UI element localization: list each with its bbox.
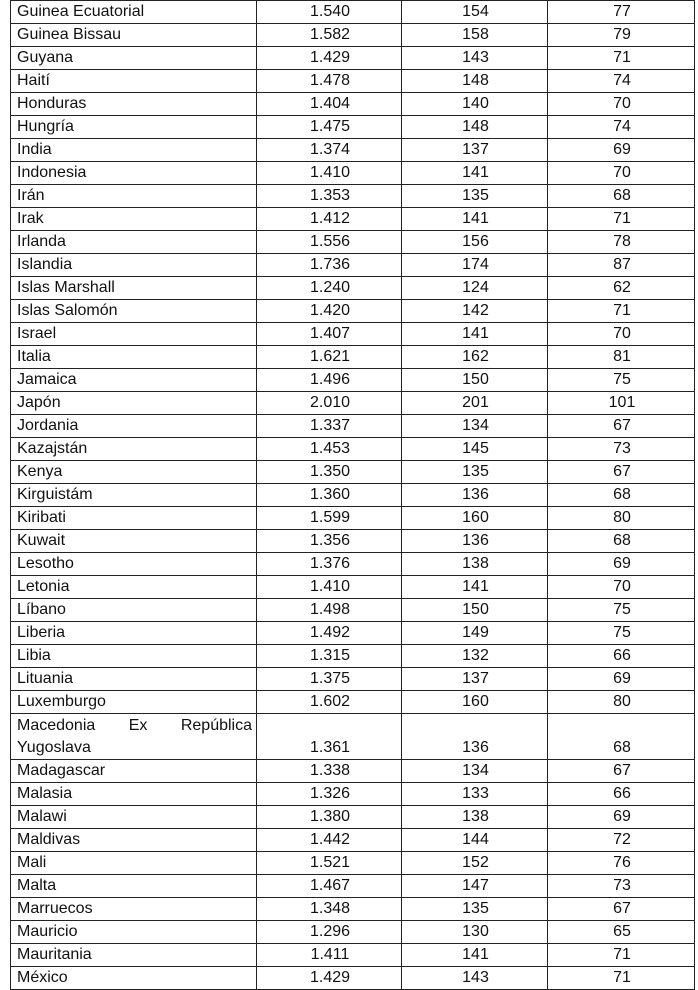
country-cell: Lesotho [11, 553, 257, 576]
value-cell-3: 75 [548, 622, 695, 645]
country-cell: Malasia [11, 783, 257, 806]
value-cell-1: 1.348 [257, 898, 402, 921]
country-cell: Marruecos [11, 898, 257, 921]
country-cell: Kenya [11, 461, 257, 484]
value-cell-1: 1.492 [257, 622, 402, 645]
country-cell: Hungría [11, 116, 257, 139]
table-row [11, 323, 695, 346]
value-cell-3: 75 [548, 369, 695, 392]
value-cell-1: 1.380 [257, 806, 402, 829]
value-cell-1: 1.478 [257, 70, 402, 93]
table-row [11, 622, 695, 645]
value-cell-1: 1.338 [257, 760, 402, 783]
value-cell-1: 1.736 [257, 254, 402, 277]
table-row [11, 530, 695, 553]
value-cell-3: 69 [548, 553, 695, 576]
country-cell: Honduras [11, 93, 257, 116]
value-cell-1: 1.556 [257, 231, 402, 254]
value-cell-1: 1.360 [257, 484, 402, 507]
value-cell-2: 156 [402, 231, 548, 254]
value-cell-2: 135 [402, 898, 548, 921]
country-cell: Guinea Ecuatorial [11, 1, 257, 24]
value-cell-1: 1.429 [257, 47, 402, 70]
country-cell: Kirguistám [11, 484, 257, 507]
value-cell-1: 1.410 [257, 162, 402, 185]
value-cell-2: 150 [402, 369, 548, 392]
table-row [11, 852, 695, 875]
table-row [11, 415, 695, 438]
country-cell: Mauricio [11, 921, 257, 944]
value-cell-2: 134 [402, 415, 548, 438]
value-cell-2: 136 [402, 714, 548, 760]
table-row [11, 70, 695, 93]
country-cell: Kazajstán [11, 438, 257, 461]
value-cell-3: 67 [548, 461, 695, 484]
value-cell-2: 160 [402, 691, 548, 714]
table-row [11, 898, 695, 921]
value-cell-2: 134 [402, 760, 548, 783]
table-row [11, 369, 695, 392]
value-cell-3: 70 [548, 93, 695, 116]
value-cell-3: 67 [548, 898, 695, 921]
table-row [11, 507, 695, 530]
table-row [11, 1, 695, 24]
value-cell-2: 158 [402, 24, 548, 47]
country-cell: Libia [11, 645, 257, 668]
value-cell-1: 1.376 [257, 553, 402, 576]
table-row [11, 967, 695, 990]
value-cell-1: 1.361 [257, 714, 402, 760]
table-row [11, 185, 695, 208]
value-cell-1: 1.521 [257, 852, 402, 875]
value-cell-1: 1.475 [257, 116, 402, 139]
value-cell-3: 66 [548, 645, 695, 668]
value-cell-3: 68 [548, 714, 695, 760]
value-cell-3: 79 [548, 24, 695, 47]
table-row [11, 576, 695, 599]
value-cell-2: 142 [402, 300, 548, 323]
value-cell-3: 69 [548, 806, 695, 829]
value-cell-2: 143 [402, 967, 548, 990]
value-cell-1: 1.404 [257, 93, 402, 116]
table-row [11, 116, 695, 139]
country-cell: Lituania [11, 668, 257, 691]
value-cell-3: 69 [548, 139, 695, 162]
value-cell-1: 1.407 [257, 323, 402, 346]
value-cell-3: 74 [548, 116, 695, 139]
value-cell-1: 1.467 [257, 875, 402, 898]
value-cell-3: 68 [548, 530, 695, 553]
value-cell-2: 133 [402, 783, 548, 806]
value-cell-3: 74 [548, 70, 695, 93]
value-cell-1: 1.540 [257, 1, 402, 24]
value-cell-3: 77 [548, 1, 695, 24]
country-cell: Maldivas [11, 829, 257, 852]
value-cell-2: 141 [402, 323, 548, 346]
table-row [11, 300, 695, 323]
value-cell-3: 72 [548, 829, 695, 852]
value-cell-1: 1.326 [257, 783, 402, 806]
value-cell-1: 1.621 [257, 346, 402, 369]
value-cell-2: 160 [402, 507, 548, 530]
value-cell-3: 80 [548, 691, 695, 714]
table-row [11, 24, 695, 47]
table-row [11, 438, 695, 461]
table-row [11, 921, 695, 944]
country-table [10, 0, 695, 990]
value-cell-3: 71 [548, 944, 695, 967]
value-cell-1: 1.498 [257, 599, 402, 622]
table-row [11, 162, 695, 185]
value-cell-3: 66 [548, 783, 695, 806]
value-cell-3: 68 [548, 185, 695, 208]
country-cell: Malta [11, 875, 257, 898]
country-cell: Letonia [11, 576, 257, 599]
value-cell-2: 148 [402, 116, 548, 139]
table-row [11, 208, 695, 231]
value-cell-1: 1.582 [257, 24, 402, 47]
value-cell-1: 1.315 [257, 645, 402, 668]
country-cell: Luxemburgo [11, 691, 257, 714]
value-cell-3: 71 [548, 300, 695, 323]
country-cell: Haití [11, 70, 257, 93]
country-cell: Guyana [11, 47, 257, 70]
value-cell-3: 75 [548, 599, 695, 622]
value-cell-2: 138 [402, 806, 548, 829]
value-cell-3: 70 [548, 162, 695, 185]
value-cell-2: 140 [402, 93, 548, 116]
value-cell-3: 73 [548, 438, 695, 461]
value-cell-1: 1.374 [257, 139, 402, 162]
value-cell-2: 138 [402, 553, 548, 576]
value-cell-1: 1.411 [257, 944, 402, 967]
country-cell: Líbano [11, 599, 257, 622]
country-cell: Indonesia [11, 162, 257, 185]
table-row [11, 392, 695, 415]
table-row [11, 944, 695, 967]
value-cell-2: 149 [402, 622, 548, 645]
value-cell-3: 69 [548, 668, 695, 691]
value-cell-3: 62 [548, 277, 695, 300]
country-cell: Israel [11, 323, 257, 346]
value-cell-3: 70 [548, 323, 695, 346]
table-row [11, 47, 695, 70]
value-cell-2: 135 [402, 461, 548, 484]
value-cell-2: 136 [402, 484, 548, 507]
value-cell-2: 201 [402, 392, 548, 415]
value-cell-2: 141 [402, 162, 548, 185]
country-table-body [11, 1, 695, 990]
country-cell: India [11, 139, 257, 162]
table-row [11, 875, 695, 898]
value-cell-1: 1.496 [257, 369, 402, 392]
value-cell-2: 144 [402, 829, 548, 852]
value-cell-2: 141 [402, 576, 548, 599]
value-cell-2: 136 [402, 530, 548, 553]
value-cell-2: 150 [402, 599, 548, 622]
value-cell-3: 81 [548, 346, 695, 369]
value-cell-3: 67 [548, 415, 695, 438]
value-cell-1: 1.410 [257, 576, 402, 599]
value-cell-2: 132 [402, 645, 548, 668]
value-cell-3: 65 [548, 921, 695, 944]
value-cell-2: 147 [402, 875, 548, 898]
value-cell-3: 87 [548, 254, 695, 277]
table-row [11, 806, 695, 829]
table-row [11, 714, 695, 760]
value-cell-1: 1.356 [257, 530, 402, 553]
value-cell-1: 1.599 [257, 507, 402, 530]
table-row [11, 484, 695, 507]
value-cell-3: 71 [548, 47, 695, 70]
value-cell-1: 1.353 [257, 185, 402, 208]
value-cell-1: 1.375 [257, 668, 402, 691]
value-cell-2: 145 [402, 438, 548, 461]
table-row [11, 829, 695, 852]
table-row [11, 277, 695, 300]
value-cell-3: 78 [548, 231, 695, 254]
value-cell-1: 1.412 [257, 208, 402, 231]
value-cell-2: 143 [402, 47, 548, 70]
country-cell: Islas Marshall [11, 277, 257, 300]
value-cell-3: 73 [548, 875, 695, 898]
value-cell-1: 1.337 [257, 415, 402, 438]
country-cell: Islas Salomón [11, 300, 257, 323]
value-cell-2: 141 [402, 208, 548, 231]
table-row [11, 254, 695, 277]
country-cell: Irlanda [11, 231, 257, 254]
value-cell-1: 1.442 [257, 829, 402, 852]
table-row [11, 668, 695, 691]
value-cell-3: 76 [548, 852, 695, 875]
value-cell-2: 130 [402, 921, 548, 944]
country-cell: Guinea Bissau [11, 24, 257, 47]
country-cell [11, 714, 257, 760]
country-cell: Irak [11, 208, 257, 231]
country-cell: Madagascar [11, 760, 257, 783]
value-cell-1: 1.296 [257, 921, 402, 944]
value-cell-2: 141 [402, 944, 548, 967]
value-cell-2: 137 [402, 139, 548, 162]
country-cell: Jordania [11, 415, 257, 438]
country-cell: Mauritania [11, 944, 257, 967]
value-cell-3: 71 [548, 967, 695, 990]
country-cell: Mali [11, 852, 257, 875]
value-cell-2: 162 [402, 346, 548, 369]
country-cell: Malawi [11, 806, 257, 829]
value-cell-1: 1.420 [257, 300, 402, 323]
table-row [11, 645, 695, 668]
value-cell-1: 2.010 [257, 392, 402, 415]
table-row [11, 691, 695, 714]
country-cell: Islandia [11, 254, 257, 277]
value-cell-3: 71 [548, 208, 695, 231]
table-row [11, 346, 695, 369]
value-cell-1: 1.429 [257, 967, 402, 990]
country-cell: México [11, 967, 257, 990]
country-cell: Kiribati [11, 507, 257, 530]
value-cell-1: 1.350 [257, 461, 402, 484]
value-cell-3: 67 [548, 760, 695, 783]
value-cell-1: 1.453 [257, 438, 402, 461]
value-cell-1: 1.240 [257, 277, 402, 300]
country-cell: Liberia [11, 622, 257, 645]
value-cell-2: 154 [402, 1, 548, 24]
value-cell-1: 1.602 [257, 691, 402, 714]
table-row [11, 553, 695, 576]
country-name-line-2: Yugoslava [17, 739, 91, 756]
value-cell-3: 70 [548, 576, 695, 599]
table-row [11, 760, 695, 783]
country-cell: Jamaica [11, 369, 257, 392]
table-row [11, 599, 695, 622]
value-cell-2: 148 [402, 70, 548, 93]
country-name-line-1: Macedonia Ex República [17, 717, 252, 734]
value-cell-2: 135 [402, 185, 548, 208]
country-cell: Japón [11, 392, 257, 415]
table-row [11, 93, 695, 116]
value-cell-2: 174 [402, 254, 548, 277]
country-cell: Kuwait [11, 530, 257, 553]
value-cell-2: 137 [402, 668, 548, 691]
table-row [11, 139, 695, 162]
value-cell-3: 101 [548, 392, 695, 415]
value-cell-3: 68 [548, 484, 695, 507]
value-cell-3: 80 [548, 507, 695, 530]
table-row [11, 231, 695, 254]
country-cell: Irán [11, 185, 257, 208]
value-cell-2: 152 [402, 852, 548, 875]
table-row [11, 783, 695, 806]
value-cell-2: 124 [402, 277, 548, 300]
table-row [11, 461, 695, 484]
country-cell: Italia [11, 346, 257, 369]
